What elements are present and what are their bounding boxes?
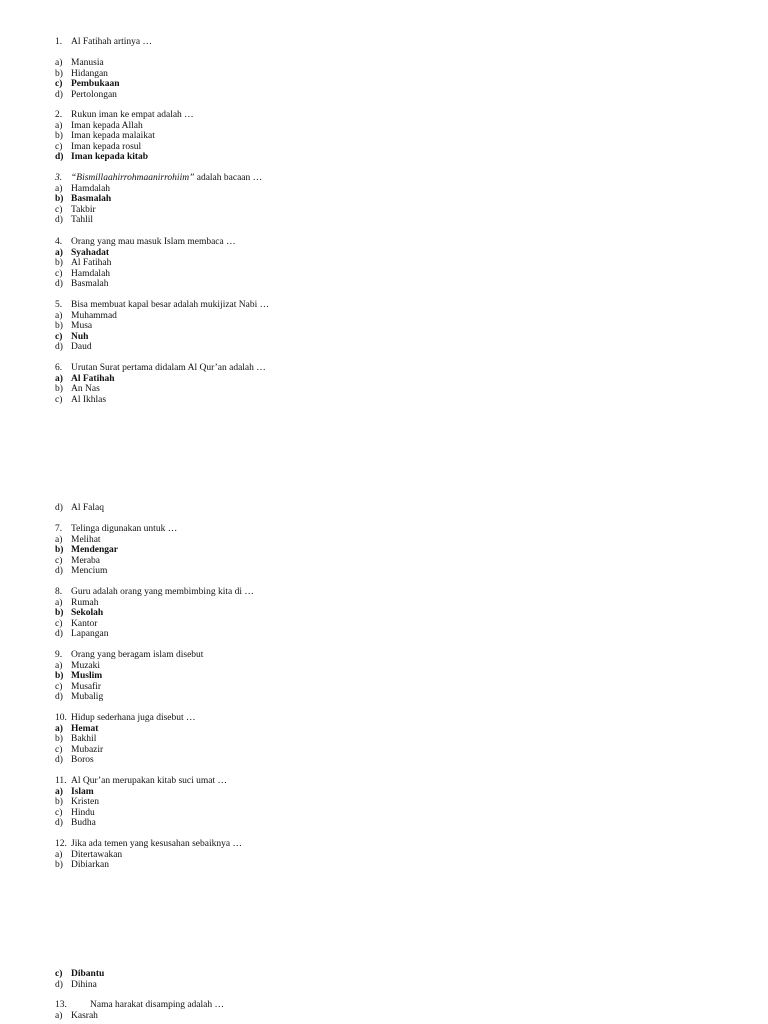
option-letter: c) <box>55 555 63 566</box>
option-text: Meraba <box>71 555 101 566</box>
question-number: 8. <box>55 587 63 597</box>
option-text: Hidangan <box>71 68 108 79</box>
question-6-continued <box>55 503 735 514</box>
option-text: Kantor <box>71 618 98 629</box>
question-number: 4. <box>55 237 63 247</box>
question-text: Al Fatihah artinya … <box>71 37 152 47</box>
option-text: Hamdalah <box>71 183 111 194</box>
question-number: 10. <box>55 713 67 723</box>
option-text: Basmalah <box>71 194 112 204</box>
question-stem <box>55 110 735 121</box>
option-d <box>55 692 735 703</box>
option-letter: b) <box>55 608 64 618</box>
option-c <box>55 205 735 216</box>
option-a <box>55 1011 735 1022</box>
option-b <box>55 131 735 142</box>
option-letter: c) <box>55 394 63 405</box>
question-stem <box>55 587 735 598</box>
question-text: Nama harakat disamping adalah … <box>90 1000 225 1010</box>
question-6 <box>55 363 735 405</box>
option-text: Melihat <box>71 534 101 545</box>
question-number: 1. <box>55 37 63 47</box>
question-number: 12. <box>55 839 67 849</box>
option-letter: b) <box>55 384 63 394</box>
option-d <box>55 215 735 226</box>
question-text: Bisa membuat kapal besar adalah mukijizat Nabi … <box>71 300 270 310</box>
option-letter: a) <box>55 534 63 545</box>
option-c-correct <box>55 969 735 980</box>
option-text: Musa <box>71 321 93 331</box>
option-text: Rumah <box>71 597 99 608</box>
option-a <box>55 598 735 609</box>
question-stem <box>55 1000 735 1011</box>
option-d <box>55 90 735 101</box>
option-text: Iman kepada Allah <box>71 120 143 131</box>
option-text: Iman kepada malaikat <box>71 131 155 141</box>
option-letter: a) <box>55 786 63 797</box>
option-letter: b) <box>55 321 63 331</box>
option-text: Tahlil <box>71 215 94 225</box>
option-c-correct <box>55 79 735 90</box>
option-letter: d) <box>55 215 63 225</box>
question-13 <box>55 1000 735 1021</box>
question-text: Al Qur’an merupakan kitab suci umat … <box>71 776 228 786</box>
option-a <box>55 661 735 672</box>
question-stem <box>55 237 735 248</box>
option-letter: d) <box>55 342 63 352</box>
option-b-correct <box>55 545 735 556</box>
option-letter: b) <box>55 671 64 681</box>
option-letter: a) <box>55 597 63 608</box>
option-text: Syahadat <box>71 247 110 258</box>
question-number: 2. <box>55 110 63 120</box>
question-stem <box>55 650 735 661</box>
option-text: Muhammad <box>71 310 117 321</box>
option-letter: a) <box>55 660 63 671</box>
question-text-rest: adalah bacaan … <box>194 173 263 183</box>
option-text: Dibantu <box>71 969 105 979</box>
option-letter: d) <box>55 755 63 765</box>
option-a <box>55 535 735 546</box>
question-number: 9. <box>55 650 63 660</box>
question-number: 5. <box>55 300 63 310</box>
option-a <box>55 121 735 132</box>
option-b-correct <box>55 608 735 619</box>
option-a <box>55 311 735 322</box>
question-number: 11. <box>55 776 67 786</box>
option-letter: c) <box>55 79 63 89</box>
option-letter: c) <box>55 268 63 279</box>
option-d <box>55 342 735 353</box>
option-text: Islam <box>71 786 94 797</box>
option-b <box>55 860 735 871</box>
option-text: Hindu <box>71 807 95 818</box>
option-letter: c) <box>55 681 63 692</box>
option-d <box>55 980 735 991</box>
option-a-correct <box>55 787 735 798</box>
option-d-correct <box>55 152 735 163</box>
question-3 <box>55 173 735 226</box>
option-b <box>55 384 735 395</box>
question-number: 6. <box>55 363 63 373</box>
option-text: Hemat <box>71 723 99 734</box>
option-text: Nuh <box>71 331 89 342</box>
option-letter: c) <box>55 618 63 629</box>
question-1 <box>55 37 735 100</box>
option-text: Lapangan <box>71 629 109 639</box>
option-letter: b) <box>55 545 64 555</box>
option-letter: c) <box>55 331 63 342</box>
option-b-correct <box>55 671 735 682</box>
option-text: Pertolongan <box>71 89 117 100</box>
option-c <box>55 142 735 153</box>
option-letter: d) <box>55 152 64 162</box>
option-d <box>55 279 735 290</box>
option-letter: d) <box>55 979 63 990</box>
option-a-correct <box>55 374 735 385</box>
option-letter: d) <box>55 818 63 828</box>
question-5 <box>55 300 735 353</box>
option-text: Kristen <box>71 797 99 807</box>
option-text: Manusia <box>71 58 104 68</box>
option-text: Budha <box>71 818 96 828</box>
option-text: Sekolah <box>71 608 104 618</box>
question-text: Hidup sederhana juga disebut … <box>71 713 196 723</box>
option-letter: d) <box>55 566 63 576</box>
option-text: Al Fatihah <box>71 373 115 384</box>
option-letter: a) <box>55 849 63 860</box>
question-stem <box>55 839 735 850</box>
option-letter: b) <box>55 860 63 870</box>
option-text: Daud <box>71 342 92 352</box>
question-text: Jika ada temen yang kesusahan sebaiknya … <box>71 839 242 849</box>
option-letter: b) <box>55 194 64 204</box>
option-letter: b) <box>55 734 63 744</box>
option-b <box>55 797 735 808</box>
option-text: An Nas <box>71 384 100 394</box>
question-stem <box>55 713 735 724</box>
question-stem <box>55 776 735 787</box>
option-letter: c) <box>55 204 63 215</box>
option-letter: d) <box>55 692 63 702</box>
question-stem <box>55 300 735 311</box>
option-text: Mencium <box>71 566 108 576</box>
option-letter: d) <box>55 89 63 100</box>
option-letter: c) <box>55 969 63 979</box>
option-letter: c) <box>55 141 63 152</box>
option-text: Kasrah <box>71 1010 98 1021</box>
option-d <box>55 503 735 514</box>
option-d <box>55 755 735 766</box>
question-stem <box>55 173 735 184</box>
option-letter: a) <box>55 723 63 734</box>
option-text: Al Falaq <box>71 503 104 513</box>
question-text: Urutan Surat pertama didalam Al Qur’an adalah … <box>71 363 266 373</box>
option-text: Takbir <box>71 204 96 215</box>
option-text: Mubalig <box>71 692 104 702</box>
question-text <box>71 173 262 184</box>
option-text: Muslim <box>71 671 103 681</box>
option-text: Iman kepada rosul <box>71 141 142 152</box>
option-letter: a) <box>55 58 63 68</box>
option-b-correct <box>55 194 735 205</box>
option-text: Hamdalah <box>71 268 111 279</box>
option-text: Musafir <box>71 681 102 692</box>
question-text-italic: “Bismillaahirrohmaanirrohiim” <box>71 173 195 183</box>
option-c <box>55 269 735 280</box>
option-c <box>55 745 735 756</box>
option-b <box>55 69 735 80</box>
question-11 <box>55 776 735 829</box>
option-letter: a) <box>55 247 63 258</box>
option-letter: c) <box>55 744 63 755</box>
option-letter: b) <box>55 131 63 141</box>
option-text: Dihina <box>71 979 97 990</box>
question-text: Rukun iman ke empat adalah … <box>71 110 194 120</box>
question-text: Guru adalah orang yang membimbing kita di … <box>71 587 254 597</box>
option-d <box>55 566 735 577</box>
option-a <box>55 184 735 195</box>
option-text: Ditertawakan <box>71 849 123 860</box>
question-12 <box>55 839 735 871</box>
option-letter: d) <box>55 503 63 513</box>
option-text: Mendengar <box>71 545 118 555</box>
option-a <box>55 58 735 69</box>
option-b <box>55 258 735 269</box>
option-letter: b) <box>55 258 63 268</box>
option-letter: a) <box>55 310 63 321</box>
option-c <box>55 682 735 693</box>
option-b <box>55 734 735 745</box>
option-text: Al Ikhlas <box>71 394 107 405</box>
option-letter: a) <box>55 120 63 131</box>
option-letter: a) <box>55 183 63 194</box>
question-4 <box>55 237 735 290</box>
question-9 <box>55 650 735 703</box>
option-letter: b) <box>55 68 63 79</box>
question-stem <box>55 524 735 535</box>
option-letter: d) <box>55 629 63 639</box>
option-a-correct <box>55 724 735 735</box>
option-text: Iman kepada kitab <box>71 152 149 162</box>
option-text: Pembukaan <box>71 79 120 89</box>
option-letter: a) <box>55 1010 63 1021</box>
option-a-correct <box>55 248 735 259</box>
question-number: 3. <box>55 173 63 183</box>
option-text: Dibiarkan <box>71 860 109 870</box>
question-12-continued <box>55 969 735 990</box>
option-letter: a) <box>55 373 63 384</box>
question-text: Orang yang mau masuk Islam membaca … <box>71 237 236 247</box>
option-text: Boros <box>71 755 94 765</box>
question-number: 7. <box>55 524 63 534</box>
question-7 <box>55 524 735 577</box>
option-text: Al Fatihah <box>71 258 112 268</box>
question-8 <box>55 587 735 640</box>
question-number: 13. <box>55 1000 67 1010</box>
option-text: Basmalah <box>71 279 109 289</box>
question-text: Orang yang beragam islam disebut <box>71 650 204 660</box>
option-c <box>55 619 735 630</box>
option-b <box>55 321 735 332</box>
option-c-correct <box>55 332 735 343</box>
option-c <box>55 395 735 406</box>
option-letter: b) <box>55 797 63 807</box>
option-letter: d) <box>55 279 63 289</box>
option-letter: c) <box>55 807 63 818</box>
option-text: Mubazir <box>71 744 104 755</box>
question-text: Telinga digunakan untuk … <box>71 524 178 534</box>
question-10 <box>55 713 735 766</box>
option-c <box>55 808 735 819</box>
question-2 <box>55 110 735 163</box>
option-d <box>55 629 735 640</box>
option-text: Bakhil <box>71 734 97 744</box>
option-d <box>55 818 735 829</box>
option-text: Muzaki <box>71 660 101 671</box>
question-stem <box>55 363 735 374</box>
option-c <box>55 556 735 567</box>
question-stem <box>55 37 735 48</box>
option-a <box>55 850 735 861</box>
